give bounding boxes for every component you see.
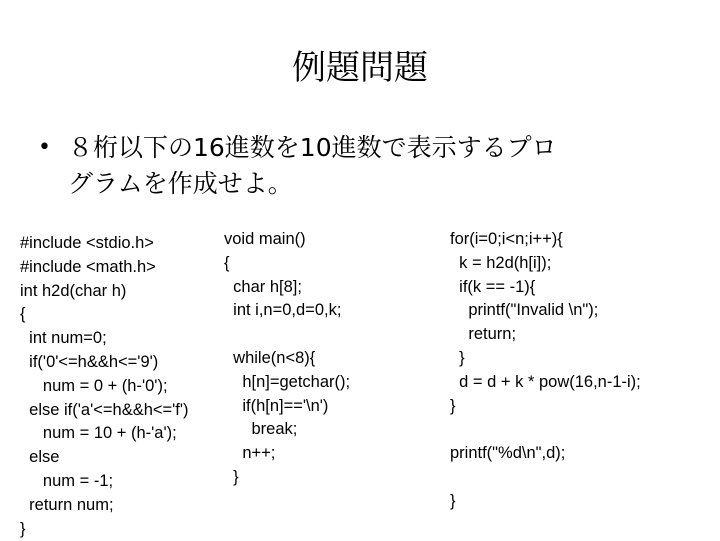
code-line: int i,n=0,d=0,k;	[224, 301, 342, 320]
code-line: if(h[n]=='\n')	[224, 396, 329, 415]
slide-title: 例題問題	[292, 48, 428, 88]
code-line: return num;	[20, 495, 114, 514]
code-line: n++;	[224, 444, 276, 463]
code-line: h[n]=getchar();	[224, 372, 351, 391]
code-line: k = h2d(h[i]);	[450, 253, 552, 272]
code-line: int num=0;	[20, 329, 107, 348]
code-column-main	[224, 228, 350, 490]
code-line: if('0'<=h&&h<='9')	[20, 352, 159, 371]
code-line: printf("%d\n",d);	[450, 444, 566, 463]
code-line: else if('a'<=h&&h<='f')	[20, 400, 189, 419]
code-line: #include <stdio.h>	[20, 234, 154, 252]
code-line: char h[8];	[224, 277, 302, 296]
bullet-item	[38, 130, 698, 202]
code-line: else	[20, 448, 60, 467]
code-column-loop	[450, 228, 641, 514]
bullet-text	[68, 130, 698, 202]
code-line: while(n<8){	[224, 348, 316, 367]
code-line: }	[450, 348, 465, 367]
bullet-line: グラムを作成せよ。	[68, 169, 293, 198]
code-line: }	[450, 396, 456, 415]
code-line: }	[450, 491, 456, 510]
code-line	[450, 466, 641, 490]
code-line: num = 0 + (h-'0');	[20, 376, 168, 395]
code-line: if(k == -1){	[450, 277, 536, 296]
code-line: {	[224, 253, 230, 272]
code-line: num = 10 + (h-'a');	[20, 424, 177, 443]
code-line: num = -1;	[20, 471, 114, 490]
code-line: }	[20, 519, 26, 538]
bullet-dot-icon: •	[38, 135, 51, 160]
code-line	[224, 323, 350, 347]
code-line: for(i=0;i<n;i++){	[450, 230, 563, 248]
code-line: printf("Invalid \n");	[450, 301, 599, 320]
code-line	[450, 418, 641, 442]
bullet-line: ８桁以下の16進数を10進数で表示するプロ	[68, 133, 557, 162]
code-line: {	[20, 305, 26, 324]
code-line: int h2d(char h)	[20, 281, 127, 300]
code-line: d = d + k * pow(16,n-1-i);	[450, 372, 641, 391]
code-column-h2d	[20, 232, 189, 541]
code-line: void main()	[224, 230, 306, 248]
code-line: return;	[450, 325, 517, 344]
code-line: #include <math.h>	[20, 257, 156, 276]
code-line: }	[224, 467, 239, 486]
code-line: break;	[224, 420, 298, 439]
